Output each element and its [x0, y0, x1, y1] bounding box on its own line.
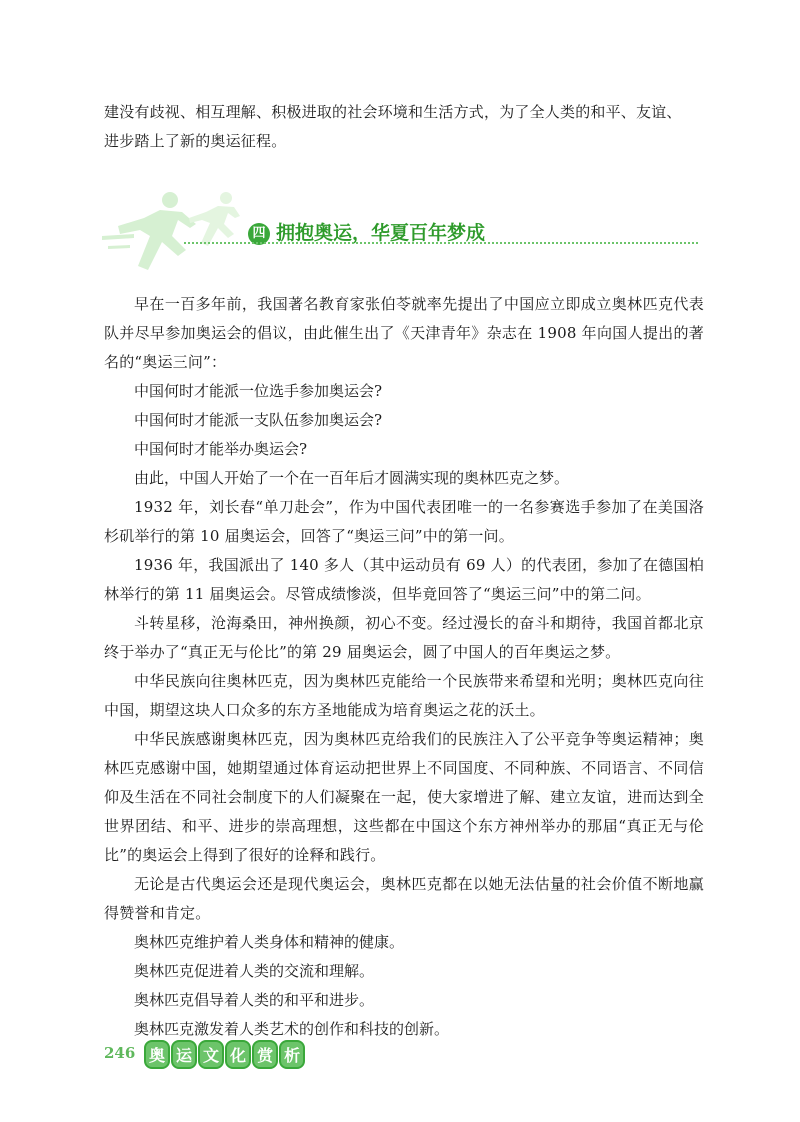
book-title-char: 析	[279, 1040, 305, 1069]
statement-1: 奥林匹克维护着人类身体和精神的健康。	[134, 933, 405, 951]
book-title-char: 运	[171, 1040, 197, 1069]
statement-4: 奥林匹克激发着人类艺术的创作和科技的创新。	[134, 1020, 450, 1038]
paragraph-4: 1936 年，我国派出了 140 多人（其中运动员有 69 人）的代表团，参加了在德国柏林举行的第 11 届奥运会。尽管成绩惨淡，但毕竟回答了“奥运三问”中的第二问。	[104, 556, 704, 603]
paragraph-8: 无论是古代奥运会还是现代奥运会，奥林匹克都在以她无法估量的社会价值不断地赢得赞誉和肯定。	[104, 875, 704, 922]
section-title	[248, 218, 485, 245]
page-number: 246	[104, 1044, 136, 1062]
runner-silhouette-icon	[100, 190, 240, 280]
question-3: 中国何时才能举办奥运会?	[134, 440, 308, 458]
statement-2: 奥林匹克促进着人类的交流和理解。	[134, 962, 375, 980]
question-1: 中国何时才能派一位选手参加奥运会?	[134, 382, 383, 400]
paragraph-1: 早在一百多年前，我国著名教育家张伯苓就率先提出了中国应立即成立奥林匹克代表队并尽早参加奥运会的倡议，由此催生出了《天津青年》杂志在 1908 年向国人提出的著名的“奥运三问”：	[104, 295, 704, 371]
paragraph-5: 斗转星移，沧海桑田，神州换颜，初心不变。经过漫长的奋斗和期待，我国首都北京终于举办了“真正无与伦比”的第 29 届奥运会，圆了中国人的百年奥运之梦。	[104, 614, 704, 661]
intro-paragraph: 建没有歧视、相互理解、积极进取的社会环境和生活方式，为了全人类的和平、友谊、 进步踏上了新的奥运征程。	[104, 103, 682, 150]
section-header	[100, 190, 710, 280]
book-title	[144, 1040, 306, 1069]
section-title-text: 拥抱奥运，华夏百年梦成	[276, 222, 486, 244]
statement-3: 奥林匹克倡导着人类的和平和进步。	[134, 991, 375, 1009]
book-title-char: 文	[198, 1040, 224, 1069]
question-2: 中国何时才能派一支队伍参加奥运会?	[134, 411, 383, 429]
book-title-char: 赏	[252, 1040, 278, 1069]
paragraph-2: 由此，中国人开始了一个在一百年后才圆满实现的奥林匹克之梦。	[134, 469, 570, 487]
book-title-char: 化	[225, 1040, 251, 1069]
book-title-char: 奥	[144, 1040, 170, 1069]
paragraph-6: 中华民族向往奥林匹克，因为奥林匹克能给一个民族带来希望和光明；奥林匹克向往中国，期望这块人口众多的东方圣地能成为培育奥运之花的沃土。	[104, 672, 704, 719]
paragraph-3: 1932 年，刘长春“单刀赴会”，作为中国代表团唯一的一名参赛选手参加了在美国洛杉矶举行的第 10 届奥运会，回答了“奥运三问”中的第一问。	[104, 498, 704, 545]
section-dotted-underline	[184, 242, 698, 244]
section-number-badge: 四	[248, 223, 270, 245]
paragraph-7: 中华民族感谢奥林匹克，因为奥林匹克给我们的民族注入了公平竞争等奥运精神；奥林匹克感谢中国，她期望通过体育运动把世界上不同国度、不同种族、不同语言、不同信仰及生活在不同社会制度下的人们凝聚在一起，使大家增进了解、建立友谊，进而达到全世界团结、和平、进步的崇高理想，这些都在中国这个东方神州举办的那届“真正无与伦比”的奥运会上得到了很好的诠释和践行。	[104, 730, 704, 864]
